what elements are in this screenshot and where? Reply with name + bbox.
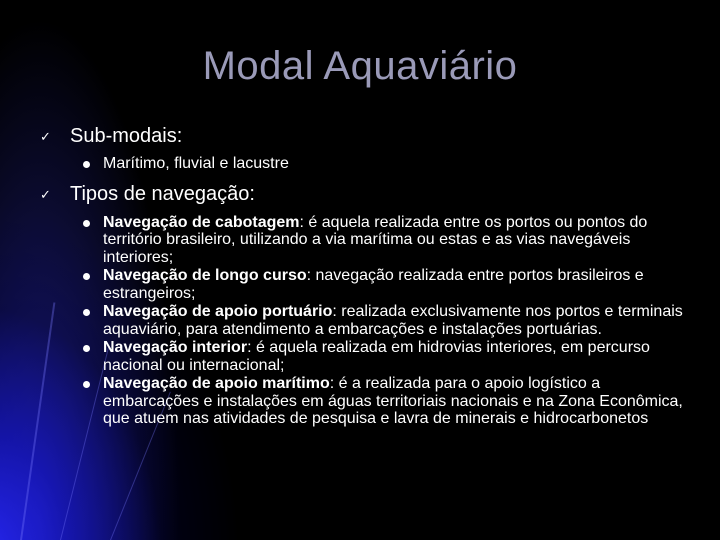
sub-list-item	[40, 155, 700, 173]
round-bullet-icon	[83, 345, 90, 352]
sub-list-item-longo-curso	[40, 267, 700, 302]
check-icon: ✓	[40, 186, 51, 202]
term-label: Navegação de cabotagem	[103, 213, 300, 231]
sub-list-item-apoio-portuario	[40, 303, 700, 338]
term-definition: : é a realizada para o apoio logístico a embarcações e instalações em águas territoriais nacionais e na Zona Econômica, que atuem nas atividades de pesquisa e lavra de minerais e hidrocarbonetos	[103, 375, 683, 427]
round-bullet-icon	[83, 381, 90, 388]
list-item-tipos-navegacao	[40, 183, 700, 206]
term-definition: : é aquela realizada entre os portos ou pontos do território brasileiro, utilizando a via marítima ou estas e as vias navegáveis interiores;	[103, 213, 648, 266]
term-label: Navegação interior	[103, 339, 248, 356]
sub-list-item-cabotagem	[40, 214, 700, 267]
term-definition: : é aquela realizada em hidrovias interiores, em percurso nacional ou internacional;	[103, 339, 650, 374]
term-label: Navegação de longo curso	[103, 267, 307, 284]
term-definition: : navegação realizada entre portos brasileiros e estrangeiros;	[103, 267, 644, 302]
sub-list-item-apoio-maritimo	[40, 375, 700, 428]
sub-item-text: Marítimo, fluvial e lacustre	[103, 155, 289, 172]
term-label: Navegação de apoio marítimo	[103, 375, 330, 392]
bullet-text: Tipos de navegação:	[70, 182, 255, 205]
check-icon: ✓	[40, 129, 51, 144]
round-bullet-icon	[83, 309, 90, 316]
round-bullet-icon	[83, 220, 90, 227]
term-label: Navegação de apoio portuário	[103, 303, 333, 320]
list-item-submodais	[40, 125, 700, 148]
term-definition: : realizada exclusivamente nos portos e terminais aquaviário, para atendimento a embarcações e instalações portuárias.	[103, 303, 683, 338]
round-bullet-icon	[83, 161, 90, 168]
bullet-list	[40, 125, 700, 429]
sub-list-item-interior	[40, 339, 700, 374]
bullet-text: Sub-modais:	[70, 125, 183, 147]
slide-title: Modal Aquaviário	[202, 44, 518, 88]
round-bullet-icon	[83, 273, 90, 280]
